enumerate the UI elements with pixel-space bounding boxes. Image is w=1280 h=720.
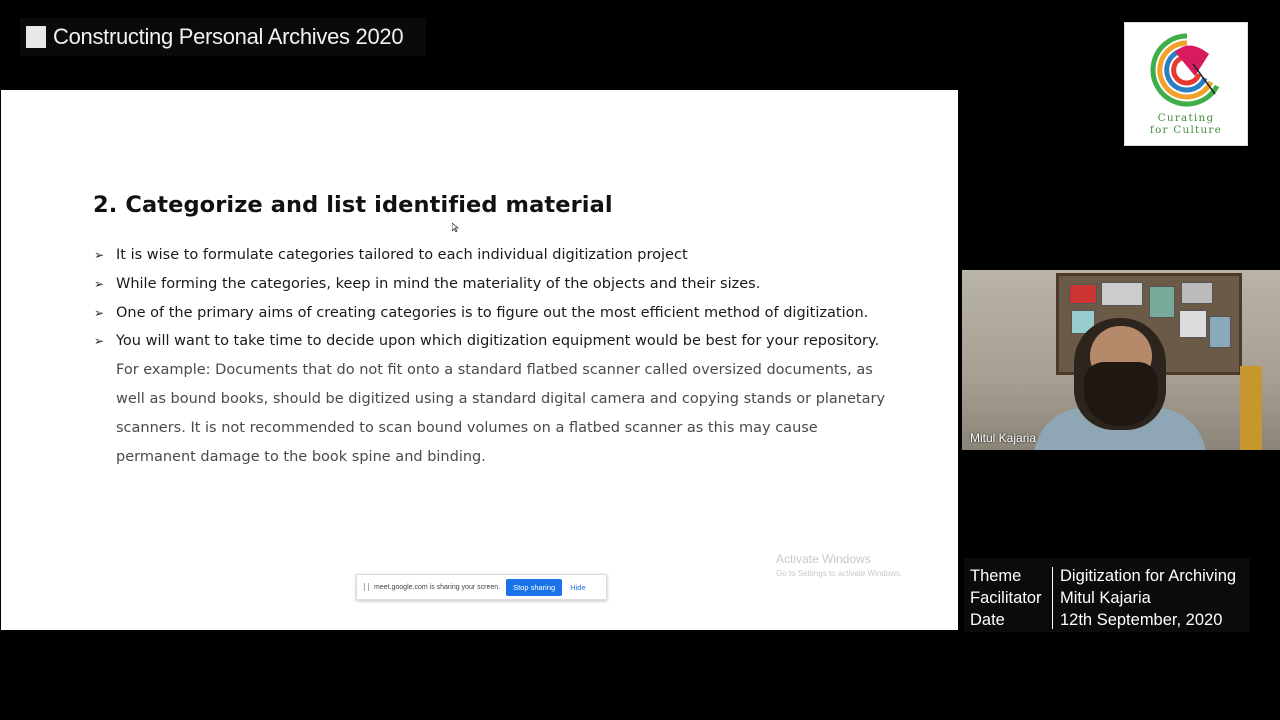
date-label: Date — [970, 611, 1005, 629]
umbrella-logo-icon — [1145, 30, 1229, 110]
video-lamp — [1240, 366, 1262, 450]
theme-value: Digitization for Archiving — [1060, 567, 1237, 585]
share-message: meet.google.com is sharing your screen. — [374, 583, 501, 591]
participant-video-tile[interactable] — [962, 270, 1280, 450]
slide-bullet — [94, 241, 894, 270]
hide-share-bar-button[interactable]: Hide — [570, 582, 586, 592]
slide-bullet — [94, 299, 894, 328]
title-square-icon — [26, 26, 46, 48]
theme-label: Theme — [970, 567, 1022, 585]
mouse-cursor-icon — [452, 223, 459, 232]
session-title-bar — [20, 18, 426, 56]
bullet-arrow-icon: ➢ — [94, 248, 105, 262]
bullet-arrow-icon: ➢ — [94, 305, 105, 320]
bullet-text: You will want to take time to decide upon which digitization equipment would be best for your repository. — [116, 333, 880, 350]
bullet-text: While forming the categories, keep in mind the materiality of the objects and their sizes. — [116, 275, 761, 292]
participant-name: Mitul Kajaria — [970, 431, 1037, 445]
bullet-text: One of the primary aims of creating categories is to figure out the most efficient method of digitization. — [116, 304, 869, 321]
bullet-arrow-icon: ➢ — [94, 334, 105, 349]
curating-for-culture-logo — [1124, 22, 1248, 146]
slide-heading: 2. Categorize and list identified material — [93, 192, 613, 218]
shared-slide — [1, 90, 958, 630]
facilitator-value: Mitul Kajaria — [1060, 589, 1151, 607]
logo-line-2: for Culture — [1149, 124, 1223, 136]
logo-wordmark — [1125, 112, 1247, 136]
session-title: Constructing Personal Archives 2020 — [53, 24, 404, 49]
logo-line-1: Curating — [1157, 112, 1215, 124]
watermark-subtitle: Go to Settings to activate Windows. — [776, 569, 903, 578]
slide-bullet — [94, 270, 894, 299]
bullet-arrow-icon: ➢ — [94, 276, 105, 291]
info-divider — [1052, 567, 1053, 629]
bullet-text: It is wise to formulate categories tailored to each individual digitization project — [116, 247, 688, 263]
drag-handle-icon[interactable] — [364, 583, 369, 591]
slide-bullet-list — [94, 241, 894, 471]
date-value: 12th September, 2020 — [1060, 611, 1223, 629]
video-person-beard — [1084, 362, 1158, 426]
slide-bullet — [94, 327, 894, 471]
facilitator-label: Facilitator — [970, 589, 1042, 607]
screen-share-bar — [356, 574, 607, 600]
watermark-title: Activate Windows — [776, 552, 871, 566]
activate-windows-watermark — [776, 552, 902, 578]
stop-sharing-button[interactable]: Stop sharing — [506, 579, 562, 596]
bullet-example-text: For example: Documents that do not fit onto a standard flatbed scanner called oversized documents, as well as bound books, should be digitized using a standard digital camera and copying stands or planetary scanners. It is not recommended to scan bound volumes on a flatbed scanner as this may cause permanent damage to the book spine and binding. — [116, 362, 886, 465]
session-info-panel — [964, 558, 1250, 632]
